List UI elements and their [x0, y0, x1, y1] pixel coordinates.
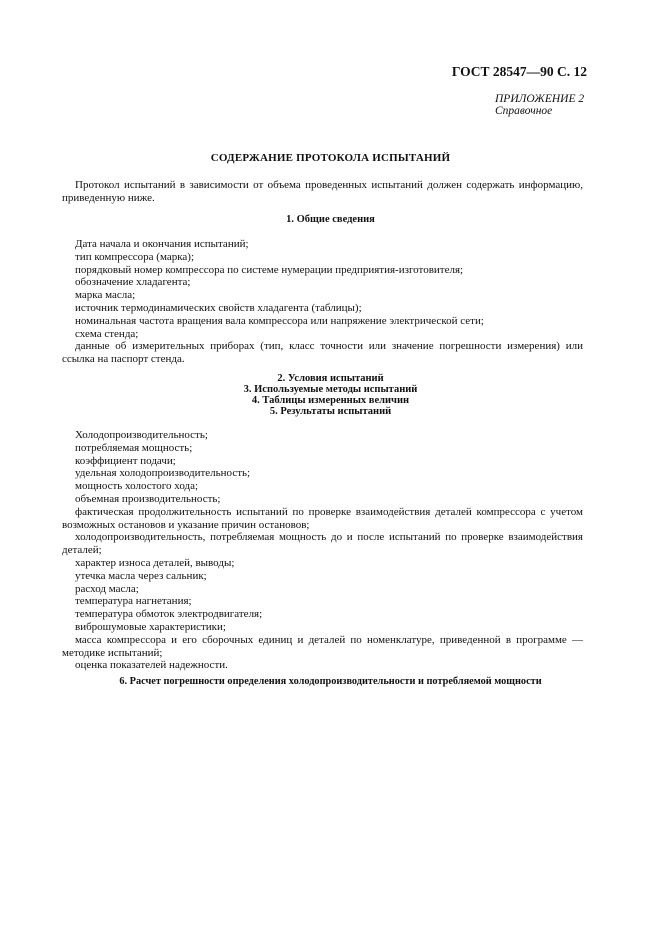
- list-item: холодопроизводительность, потребляемая мощность до и после испытаний по проверке взаимодействия деталей;: [62, 531, 583, 557]
- list-item: фактическая продолжительность испытаний по проверке взаимодействия деталей компрессора с учетом возможных остановов и указание причин остановов;: [62, 505, 583, 531]
- list-item: коэффициент подачи;: [75, 454, 176, 467]
- list-item: удельная холодопроизводительность;: [75, 467, 251, 480]
- list-item: тип компрессора (марка);: [75, 250, 195, 263]
- list-item: порядковый номер компрессора по системе нумерации предприятия-изготовителя;: [75, 263, 464, 276]
- section-6-heading: 6. Расчет погрешности определения холодопроизводительности и потребляемой мощности: [119, 676, 542, 687]
- list-item: температура нагнетания;: [75, 595, 192, 608]
- section-1-list: [62, 238, 583, 366]
- list-item: Дата начала и окончания испытаний;: [75, 238, 249, 250]
- document-code: ГОСТ 28547—90 С. 12: [451, 64, 587, 79]
- appendix-type: Справочное: [495, 105, 553, 117]
- section-2-heading: 2. Условия испытаний: [277, 373, 384, 384]
- list-item: потребляемая мощность;: [75, 441, 193, 454]
- list-item: характер износа деталей, выводы;: [75, 556, 235, 569]
- list-item: мощность холостого хода;: [75, 480, 199, 493]
- section-4-heading: 4. Таблицы измеренных величин: [251, 395, 410, 406]
- list-item: данные об измерительных приборах (тип, класс точности или значение погрешности измерения) или ссылка на паспорт стенда.: [62, 340, 583, 366]
- list-item: виброшумовые характеристики;: [75, 620, 226, 633]
- list-item: оценка показателей надежности.: [75, 659, 228, 672]
- section-1-heading: 1. Общие сведения: [286, 214, 375, 225]
- list-item: утечка масла через сальник;: [75, 569, 207, 582]
- list-item: номинальная частота вращения вала компрессора или напряжение электрической сети;: [75, 314, 484, 327]
- section-3-heading: 3. Используемые методы испытаний: [243, 384, 418, 395]
- list-item: источник термодинамических свойств хладагента (таблицы);: [75, 301, 362, 314]
- section-headings-2-5: [0, 373, 661, 417]
- list-item: обозначение хладагента;: [75, 276, 191, 289]
- list-item: объемная производительность;: [75, 492, 221, 505]
- list-item: масса компрессора и его сборочных единиц и деталей по номенклатуре, приведенной в программе — методике испытаний;: [62, 633, 583, 659]
- appendix-number: ПРИЛОЖЕНИЕ 2: [495, 93, 585, 105]
- section-5-list: [62, 429, 583, 672]
- list-item: расход масла;: [75, 582, 139, 595]
- intro-text: Протокол испытаний в зависимости от объема проведенных испытаний должен содержать информацию, приведенную ниже.: [62, 179, 583, 204]
- list-item: марка масла;: [75, 289, 136, 302]
- intro-paragraph: [62, 179, 583, 205]
- list-item: Холодопроизводительность;: [75, 429, 208, 441]
- appendix-label: [495, 93, 584, 117]
- page-title: СОДЕРЖАНИЕ ПРОТОКОЛА ИСПЫТАНИЙ: [210, 152, 451, 164]
- list-item: температура обмоток электродвигателя;: [75, 608, 263, 621]
- section-5-heading: 5. Результаты испытаний: [269, 406, 392, 417]
- list-item: схема стенда;: [75, 327, 139, 340]
